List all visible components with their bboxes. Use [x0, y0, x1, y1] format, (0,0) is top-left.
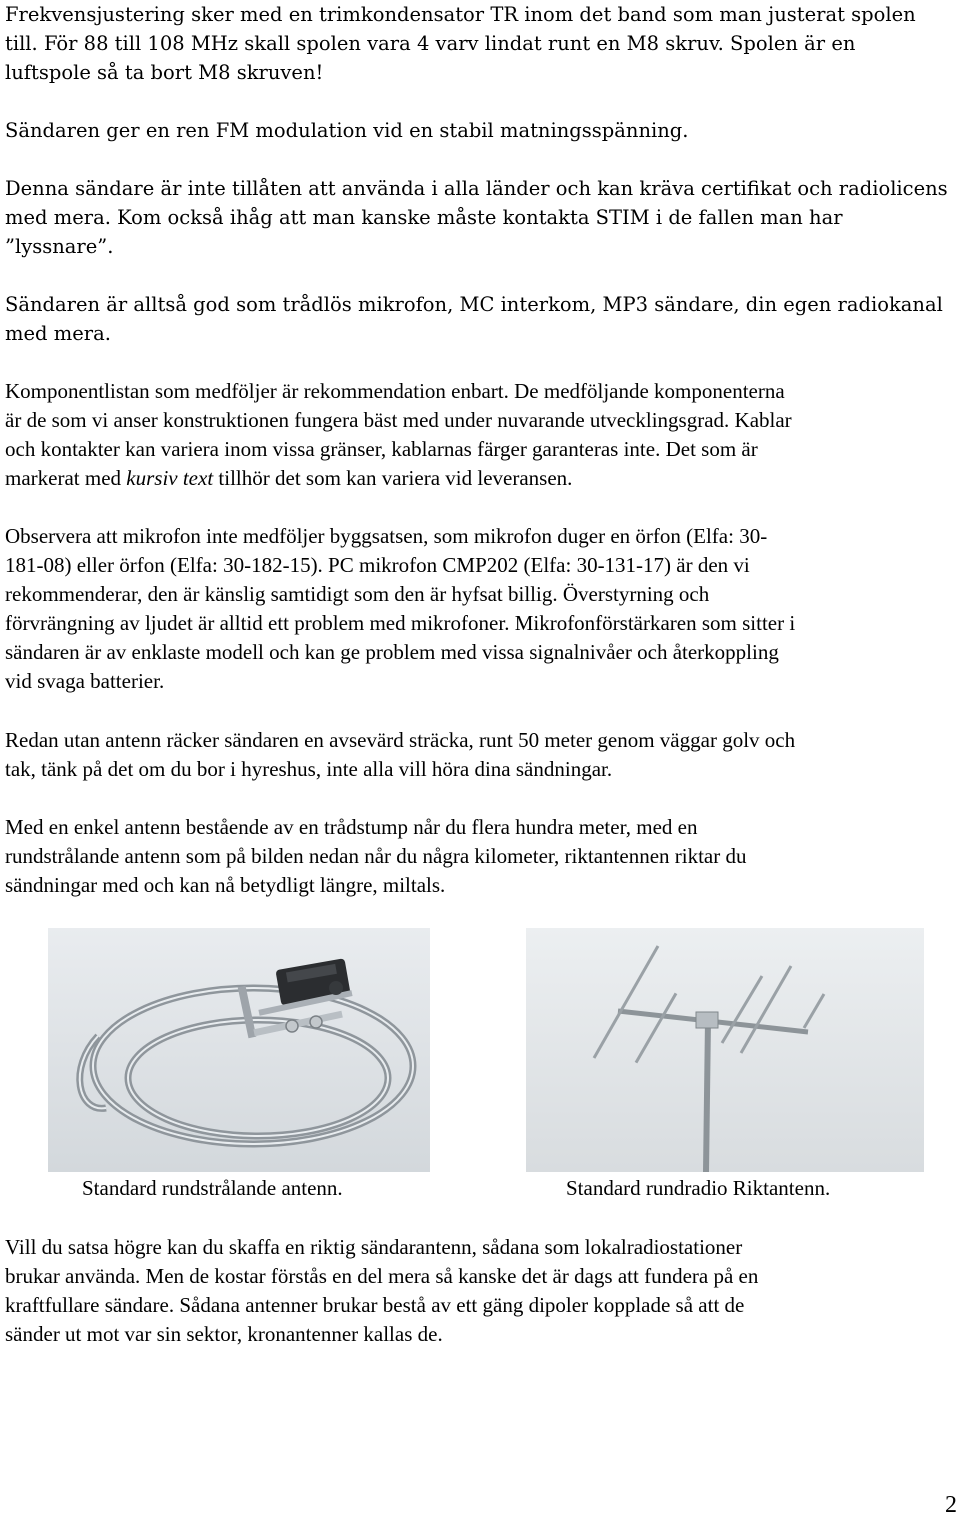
text-line: kraftfullare sändare. Sådana antenner brukar bestå av ett gäng dipoler kopplade så att de [5, 1293, 745, 1317]
text-line: med mera. [5, 322, 111, 345]
text-line: Denna sändare är inte tillåten att använda i alla länder och kan kräva certifikat och radiolicens [5, 177, 948, 200]
text-line: rekommenderar, den är känslig samtidigt som den är hyfsat billig. Överstyrning och [5, 582, 710, 606]
paragraph-license-notice [5, 174, 960, 261]
text-line: Sändaren är alltså god som trådlös mikrofon, MC interkom, MP3 sändare, din egen radiokanal [5, 293, 943, 316]
italic-text: kursiv text [126, 466, 214, 490]
text-line: Redan utan antenn räcker sändaren en avsevärd sträcka, runt 50 meter genom väggar golv och [5, 728, 796, 752]
paragraph-microphone [5, 522, 960, 696]
text-run: tillhör det som kan variera vid leveransen. [213, 466, 573, 490]
paragraph-range-with-antenna [5, 813, 960, 900]
paragraph-broadcast-antenna [5, 1233, 960, 1349]
paragraph-use-cases [5, 290, 960, 348]
caption-directional-antenna: Standard rundradio Riktantenn. [566, 1176, 831, 1200]
text-line: 181-08) eller örfon (Elfa: 30-182-15). PC mikrofon CMP202 (Elfa: 30-131-17) är den vi [5, 553, 750, 577]
text-line: Komponentlistan som medföljer är rekommendation enbart. De medföljande komponenterna [5, 379, 785, 403]
text-line: Vill du satsa högre kan du skaffa en riktig sändarantenn, sådana som lokalradiostationer [5, 1235, 743, 1259]
text-line: luftspole så ta bort M8 skruven! [5, 61, 324, 84]
text-line: ”lyssnare”. [5, 235, 114, 258]
text-line: sändaren är av enklaste modell och kan ge problem med vissa signalnivåer och återkoppling [5, 640, 779, 664]
text-line: brukar använda. Men de kostar förstås en del mera så kanske det är dags att fundera på en [5, 1264, 759, 1288]
paragraph-frequency-adjustment [5, 0, 960, 87]
caption-omnidirectional-antenna: Standard rundstrålande antenn. [82, 1176, 343, 1200]
text-line: rundstrålande antenn som på bilden nedan når du några kilometer, riktantennen riktar du [5, 844, 747, 868]
paragraph-component-list [5, 377, 960, 493]
paragraph-range-without-antenna [5, 726, 960, 784]
paragraph-fm-modulation [5, 116, 960, 145]
text-line: förvrängning av ljudet är alltid ett problem med mikrofoner. Mikrofonförstärkaren som sitter i [5, 611, 796, 635]
text-line: tak, tänk på det om du bor i hyreshus, inte alla vill höra dina sändningar. [5, 757, 613, 781]
text-line: sändningar med och kan nå betydligt längre, miltals. [5, 873, 446, 897]
text-line: Frekvensjustering sker med en trimkondensator TR inom det band som man justerat spolen [5, 3, 916, 26]
photo-omnidirectional-antenna [48, 928, 430, 1172]
text-line: är de som vi anser konstruktionen fungera bäst med under nuvarande utvecklingsgrad. Kablar [5, 408, 792, 432]
text-line: sänder ut mot var sin sektor, kronantenner kallas de. [5, 1322, 443, 1346]
text-line: till. För 88 till 108 MHz skall spolen vara 4 varv lindat runt en M8 skruv. Spolen är en [5, 32, 856, 55]
text-line: med mera. Kom också ihåg att man kanske måste kontakta STIM i de fallen man har [5, 206, 843, 229]
yagi-antenna-illustration [526, 928, 924, 1172]
text-line: vid svaga batterier. [5, 669, 165, 693]
text-line: Sändaren ger en ren FM modulation vid en stabil matningsspänning. [5, 119, 689, 142]
text-line: och kontakter kan variera inom vissa gränser, kablarnas färger garanteras inte. Det som är [5, 437, 758, 461]
text-line: Med en enkel antenn bestående av en trådstump når du flera hundra meter, med en [5, 815, 698, 839]
photo-directional-antenna [526, 928, 924, 1172]
page-number: 2 [945, 1492, 957, 1518]
text-run: markerat med [5, 466, 127, 490]
text-line [5, 464, 960, 493]
circular-antenna-illustration [48, 928, 430, 1172]
text-line: Observera att mikrofon inte medföljer byggsatsen, som mikrofon duger en örfon (Elfa: 30- [5, 524, 768, 548]
